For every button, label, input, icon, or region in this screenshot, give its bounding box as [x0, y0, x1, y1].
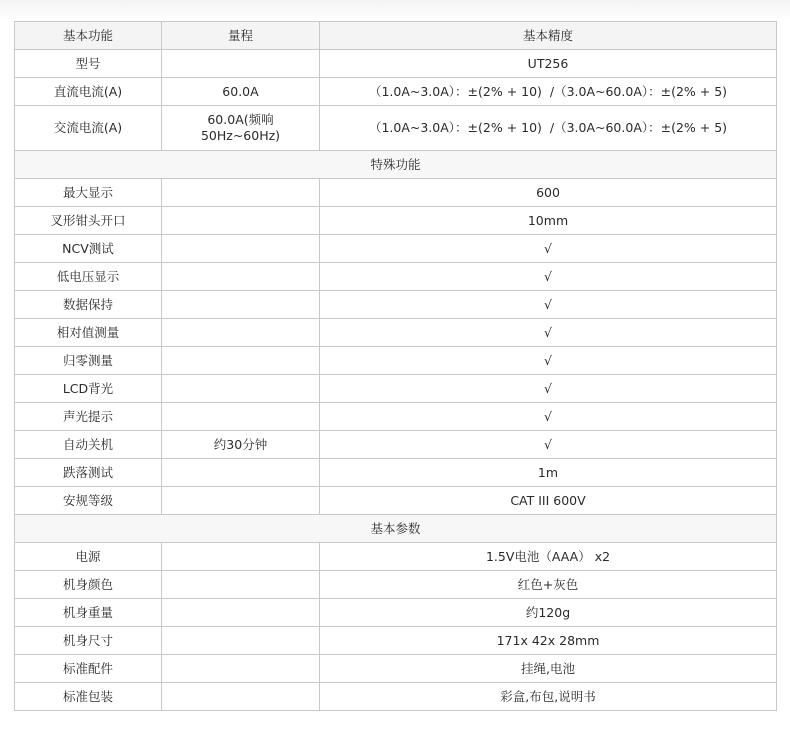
table-row	[15, 431, 777, 459]
row-value: √	[320, 263, 777, 291]
row-label: 电源	[15, 543, 162, 571]
section-title: 特殊功能	[15, 151, 777, 179]
header-accuracy: 基本精度	[320, 22, 777, 50]
row-value: 1m	[320, 459, 777, 487]
table-row	[15, 459, 777, 487]
row-label: 跌落测试	[15, 459, 162, 487]
row-value: 挂绳,电池	[320, 655, 777, 683]
row-label: 相对值测量	[15, 319, 162, 347]
row-value: √	[320, 319, 777, 347]
row-range	[162, 599, 320, 627]
section-row	[15, 151, 777, 179]
row-range	[162, 487, 320, 515]
row-value: √	[320, 347, 777, 375]
row-label: LCD背光	[15, 375, 162, 403]
row-label: 机身重量	[15, 599, 162, 627]
row-range	[162, 347, 320, 375]
table-row	[15, 263, 777, 291]
row-value: UT256	[320, 50, 777, 78]
row-label: NCV测试	[15, 235, 162, 263]
row-range	[162, 459, 320, 487]
basic-params-group	[15, 543, 777, 711]
row-range	[162, 683, 320, 711]
row-range	[162, 375, 320, 403]
row-range	[162, 235, 320, 263]
row-label: 归零测量	[15, 347, 162, 375]
row-value: 约120g	[320, 599, 777, 627]
row-value: √	[320, 431, 777, 459]
row-value: 171x 42x 28mm	[320, 627, 777, 655]
section-row	[15, 515, 777, 543]
table-row	[15, 106, 777, 151]
table-row	[15, 543, 777, 571]
table-row	[15, 683, 777, 711]
range-line: 50Hz~60Hz)	[200, 128, 281, 143]
special-functions-group	[15, 179, 777, 515]
spec-table	[14, 21, 777, 711]
table-row	[15, 50, 777, 78]
table-row	[15, 375, 777, 403]
table-row	[15, 235, 777, 263]
table-row	[15, 291, 777, 319]
section-title: 基本参数	[15, 515, 777, 543]
row-range	[162, 403, 320, 431]
row-value: √	[320, 235, 777, 263]
row-label: 标准包装	[15, 683, 162, 711]
row-range: 约30分钟	[162, 431, 320, 459]
row-value: 600	[320, 179, 777, 207]
row-value: （1.0A~3.0A）：±(2% + 10) /（3.0A~60.0A）：±(2% + 5)	[320, 78, 777, 106]
row-label: 安规等级	[15, 487, 162, 515]
row-value: 1.5V电池（AAA） x2	[320, 543, 777, 571]
row-label: 机身颜色	[15, 571, 162, 599]
table-row	[15, 179, 777, 207]
header-basic-function: 基本功能	[15, 22, 162, 50]
row-label: 机身尺寸	[15, 627, 162, 655]
row-label: 直流电流(A)	[15, 78, 162, 106]
table-row	[15, 78, 777, 106]
row-range	[162, 50, 320, 78]
row-label: 声光提示	[15, 403, 162, 431]
row-label: 最大显示	[15, 179, 162, 207]
row-value: CAT III 600V	[320, 487, 777, 515]
table-row	[15, 655, 777, 683]
row-range: 60.0A	[162, 78, 320, 106]
table-row	[15, 319, 777, 347]
row-label: 型号	[15, 50, 162, 78]
row-range	[162, 319, 320, 347]
table-row	[15, 347, 777, 375]
row-value: 10mm	[320, 207, 777, 235]
table-row	[15, 403, 777, 431]
row-range	[162, 571, 320, 599]
table-row	[15, 487, 777, 515]
row-range	[162, 207, 320, 235]
table-header-row	[15, 22, 777, 50]
row-value: √	[320, 403, 777, 431]
row-value: （1.0A~3.0A）：±(2% + 10) /（3.0A~60.0A）：±(2% + 5)	[320, 106, 777, 151]
row-value: √	[320, 375, 777, 403]
row-value: 彩盒,布包,说明书	[320, 683, 777, 711]
row-range	[162, 291, 320, 319]
row-value: √	[320, 291, 777, 319]
row-label: 低电压显示	[15, 263, 162, 291]
table-row	[15, 571, 777, 599]
header-range: 量程	[162, 22, 320, 50]
table-row	[15, 207, 777, 235]
range-line: 60.0A(频响	[207, 112, 274, 127]
row-label: 数据保持	[15, 291, 162, 319]
row-range	[162, 655, 320, 683]
row-value: 红色+灰色	[320, 571, 777, 599]
row-range	[162, 263, 320, 291]
row-label: 标准配件	[15, 655, 162, 683]
row-label: 交流电流(A)	[15, 106, 162, 151]
row-range	[162, 627, 320, 655]
row-range	[162, 179, 320, 207]
row-label: 叉形钳头开口	[15, 207, 162, 235]
table-row	[15, 627, 777, 655]
row-range	[162, 106, 320, 151]
row-label: 自动关机	[15, 431, 162, 459]
row-range	[162, 543, 320, 571]
top-shade	[0, 0, 790, 20]
table-row	[15, 599, 777, 627]
